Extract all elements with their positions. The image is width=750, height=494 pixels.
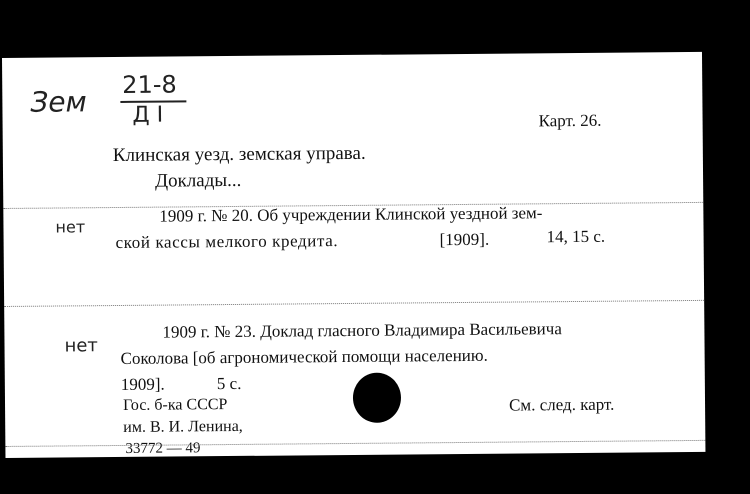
card-heading-author: Клинская уезд. земская управа.: [112, 142, 366, 167]
handwritten-section: Зем: [30, 85, 87, 119]
card-heading-series: Доклады...: [154, 169, 242, 192]
see-next-card: См. след. карт.: [508, 394, 615, 415]
punch-hole: [353, 373, 401, 423]
entry1-line2-text: ской кассы мелкого кредита.: [115, 231, 339, 253]
catalog-card: [2, 52, 705, 458]
entry1-handwritten-mark: нет: [55, 217, 86, 237]
card-number: Карт. 26.: [538, 110, 602, 131]
handwritten-shelf-bottom: Д I: [132, 102, 164, 128]
entry2-handwritten-mark: нет: [64, 335, 98, 357]
entry2-line3-pages: 5 с.: [216, 373, 242, 394]
rule-line: [4, 300, 704, 307]
handwritten-shelf-top: 21-8: [122, 70, 177, 99]
rule-line: [5, 440, 705, 447]
entry1-line1: 1909 г. № 20. Об учреждении Клинской уездной зем-: [159, 203, 543, 226]
library-stamp-line1: Гос. б-ка СССР: [122, 396, 228, 414]
library-stamp-line2: им. В. И. Ленина,: [123, 417, 243, 436]
entry2-line2: Соколова [об агрономической помощи населению.: [120, 345, 488, 368]
library-stamp-line3: 33772 — 49: [125, 440, 201, 457]
entry2-line1: 1909 г. № 23. Доклад гласного Владимира Васильевича: [162, 319, 562, 342]
entry2-line3-year: 1909].: [120, 374, 165, 394]
entry1-line2-year: [1909].: [439, 229, 490, 250]
entry1-line2-pages: 14, 15 с.: [546, 226, 606, 247]
